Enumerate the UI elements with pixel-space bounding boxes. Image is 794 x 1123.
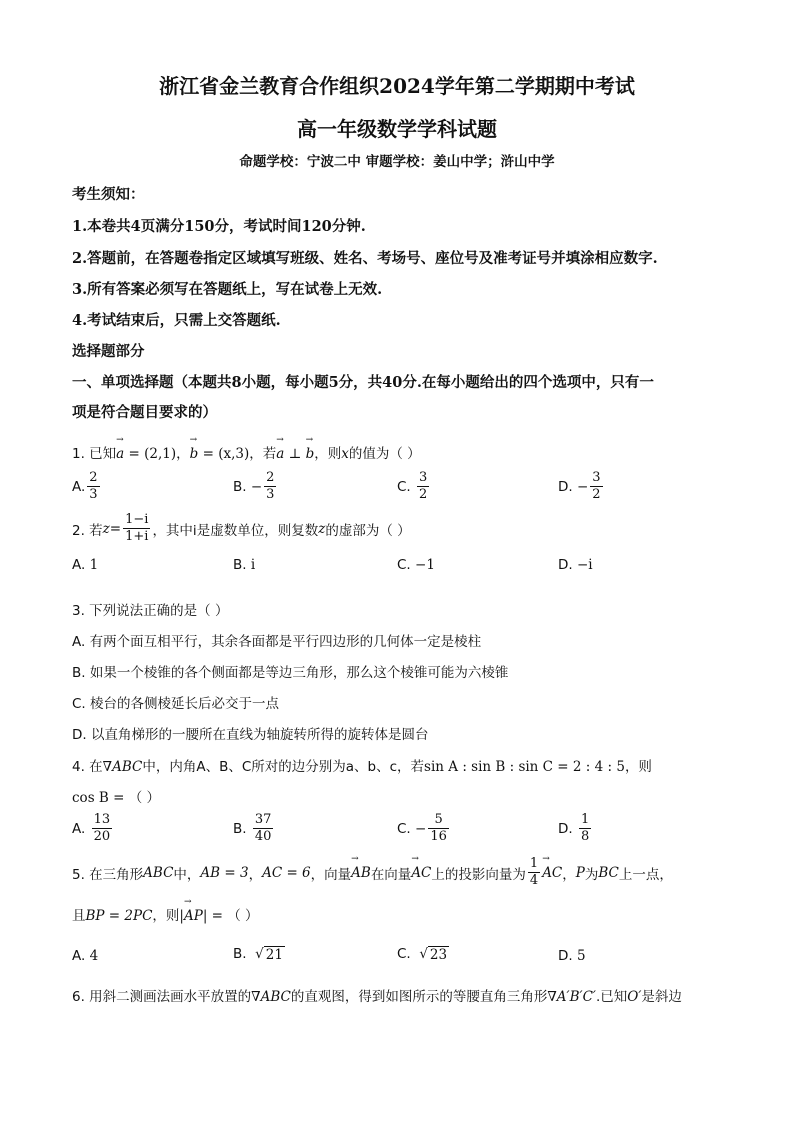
- fraction: [92, 812, 113, 845]
- option-value: −1: [415, 557, 435, 573]
- vector-b: → b: [190, 446, 199, 462]
- fraction: [123, 512, 150, 545]
- q4-text: ，则: [624, 759, 652, 775]
- option-label: C.: [397, 478, 411, 495]
- denominator: 4: [529, 873, 539, 888]
- q1-prefix: 1. 已知: [72, 446, 117, 462]
- option-label: D.: [558, 557, 573, 573]
- option-sign: −: [250, 478, 263, 495]
- abs-bar: |: [202, 908, 208, 924]
- vector-ap: → AP: [184, 908, 203, 924]
- numerator: 3: [419, 470, 428, 485]
- question-2-stem: [72, 512, 411, 545]
- q2-eq: =: [109, 520, 122, 537]
- triangle-abc: ABC: [143, 864, 174, 881]
- vector-b-again: → b: [306, 446, 315, 462]
- vector-a-value: = (2,1): [124, 446, 177, 462]
- option-value: 5: [576, 948, 586, 964]
- q5-text: 上一点，: [618, 866, 673, 883]
- bp-relation: BP = 2PC: [85, 908, 153, 924]
- q5-text: 在向量: [370, 866, 412, 883]
- vector-b-value: = (x,3): [198, 446, 250, 462]
- option-label: A.: [72, 478, 86, 495]
- option-label: A.: [72, 820, 86, 837]
- question-5-stem-line2: [72, 904, 259, 924]
- exam-title: 浙江省金兰教育合作组织2024学年第二学期期中考试: [159, 74, 635, 98]
- section-part: 选择题部分: [72, 343, 145, 360]
- denominator: 2: [592, 487, 601, 502]
- option-label: C.: [397, 946, 411, 962]
- perp-symbol: ⊥: [284, 446, 306, 462]
- q3-option-d: D. 以直角梯形的一腰所在直线为轴旋转所得的旋转体是圆台: [72, 727, 429, 743]
- vector-ac: → AC: [411, 865, 431, 881]
- q4-option-d: [558, 812, 593, 845]
- q1-sep: ，: [176, 446, 190, 462]
- q2-z: z: [102, 520, 110, 537]
- numerator: 1−i: [125, 512, 149, 527]
- option-value: 1: [89, 557, 99, 573]
- option-label: C.: [397, 820, 411, 837]
- q1-option-d: [558, 470, 605, 503]
- abs-bar: |: [179, 908, 184, 924]
- option-label: B.: [233, 557, 247, 573]
- q1-option-a: [72, 470, 102, 503]
- denominator: 3: [266, 487, 275, 502]
- q1-ask: ，则: [314, 446, 342, 462]
- q3-option-b: B. 如果一个棱锥的各个侧面都是等边三角形，那么这个棱锥可能为六棱锥: [72, 665, 509, 681]
- fraction: [590, 470, 602, 503]
- q5-text: 5. 在三角形: [72, 866, 144, 883]
- denominator: 8: [580, 829, 590, 844]
- q5-text: 中，: [173, 866, 201, 883]
- q5-text: 为: [584, 866, 599, 883]
- side-bc: BC: [598, 864, 619, 881]
- sine-ratio: sin A : sin B : sin C = 2 : 4 : 5: [424, 759, 625, 775]
- denominator: 40: [254, 829, 272, 844]
- option-label: C.: [397, 557, 411, 573]
- point-p: P: [575, 864, 585, 881]
- vector-a-again: → a: [276, 446, 284, 462]
- school-info: 命题学校：宁波二中 审题学校：姜山中学；浒山中学: [239, 154, 555, 170]
- q1-tail: 的值为（ ）: [348, 446, 421, 462]
- option-sign: −: [415, 820, 427, 837]
- q6-text: 6. 用斜二测画法画水平放置的: [72, 989, 252, 1005]
- question-3-stem: 3. 下列说法正确的是（ ）: [72, 603, 229, 619]
- sqrt-expression: √ 23: [419, 946, 448, 963]
- option-label: B.: [233, 820, 247, 837]
- q5-option-a: [72, 948, 98, 964]
- numerator: 2: [266, 470, 275, 485]
- numerator: 37: [254, 812, 272, 827]
- question-5-stem-line1: [72, 856, 673, 889]
- fraction: [87, 470, 99, 503]
- q2-option-d: [558, 557, 593, 573]
- q5-option-c: [397, 946, 449, 963]
- question-6-stem: [72, 985, 682, 1005]
- radicand: 23: [429, 947, 448, 963]
- option-value: 4: [89, 948, 99, 964]
- q5-option-d: [558, 948, 586, 964]
- radicand: 21: [265, 947, 283, 963]
- fraction: [528, 856, 540, 889]
- q3-option-c: C. 棱台的各侧棱延长后必交于一点: [72, 696, 280, 712]
- question-4-stem: [72, 755, 652, 775]
- option-label: A.: [72, 948, 86, 964]
- q3-option-a: A. 有两个面互相平行，其余各面都是平行四边形的几何体一定是棱柱: [72, 634, 482, 650]
- q5-text: ，: [248, 866, 263, 883]
- option-label: B.: [233, 478, 247, 495]
- vector-ab: → AB: [351, 865, 371, 881]
- notice-heading: 考生须知：: [72, 186, 145, 203]
- option-value: −i: [576, 557, 593, 573]
- fraction: [264, 470, 276, 503]
- denominator: 2: [419, 487, 428, 502]
- q6-text: .已知: [595, 989, 628, 1005]
- numerator: 1: [580, 812, 590, 827]
- q5-text: ，向量: [310, 866, 352, 883]
- triangle-abc: ∇ABC: [102, 759, 143, 775]
- notice-item-4: 4.考试结束后，只需上交答题纸.: [72, 312, 281, 329]
- fraction: [417, 470, 429, 503]
- q4-option-b: [233, 812, 275, 845]
- point-o-prime: O′: [627, 989, 642, 1005]
- option-value: i: [250, 557, 256, 573]
- q4-text: 中，内角A、B、C所对的边分别为a、b、c，若: [142, 759, 425, 775]
- notice-item-2: 2.答题前，在答题卷指定区域填写班级、姓名、考场号、座位号及准考证号并填涂相应数字.: [72, 250, 658, 267]
- triangle-abc-prime: ∇A′B′C′: [547, 989, 596, 1005]
- q2-mid: ，其中i是虚数单位，则复数: [152, 522, 319, 539]
- side-ab: AB = 3: [200, 864, 249, 881]
- numerator: 2: [89, 470, 98, 485]
- q2-prefix: 2. 若: [72, 522, 103, 539]
- q5-text: ，: [562, 866, 576, 883]
- option-label: B.: [233, 946, 247, 962]
- fraction: [428, 812, 449, 845]
- q1-option-c: [397, 470, 431, 503]
- q2-option-c: [397, 557, 435, 573]
- q5-text: ，则: [152, 908, 180, 924]
- q2-z-again: z: [318, 520, 326, 537]
- q5-text: 上的投影向量为: [431, 866, 526, 883]
- numerator: 5: [434, 812, 443, 827]
- denominator: 3: [89, 487, 98, 502]
- q1-option-b: [233, 470, 278, 503]
- notice-item-3: 3.所有答案必须写在答题纸上，写在试卷上无效.: [72, 281, 383, 298]
- denominator: 16: [430, 829, 447, 844]
- sqrt-expression: √ 21: [255, 946, 283, 963]
- q5-text: 且: [72, 908, 86, 924]
- q6-text: 的直观图，得到如图所示的等腰直角三角形: [290, 989, 548, 1005]
- side-ac: AC = 6: [262, 864, 311, 881]
- q1-x: x: [341, 446, 349, 462]
- numerator: 13: [93, 812, 111, 827]
- fraction: [579, 812, 591, 845]
- q4-option-c: [397, 812, 451, 845]
- triangle-abc: ∇ABC: [251, 989, 291, 1005]
- option-label: A.: [72, 557, 86, 573]
- exam-subtitle: 高一年级数学学科试题: [297, 117, 497, 141]
- section-heading-line1: 一、单项选择题（本题共8小题，每小题5分，共40分.在每小题给出的四个选项中，只有一: [72, 374, 654, 391]
- option-sign: −: [576, 478, 589, 495]
- q4-option-a: [72, 812, 114, 845]
- q2-option-a: [72, 557, 98, 573]
- option-label: D.: [558, 478, 573, 495]
- numerator: 1: [529, 856, 539, 871]
- question-1-stem: [72, 442, 421, 462]
- q5-text: = （ ）: [207, 908, 259, 924]
- q4-text: 4. 在: [72, 759, 103, 775]
- denominator: 20: [93, 829, 111, 844]
- q4-line2: cos B = （ ）: [72, 790, 161, 806]
- q1-cond: ，若: [249, 446, 277, 462]
- vector-a: → a: [116, 446, 124, 462]
- option-label: D.: [558, 948, 573, 964]
- q6-text: 是斜边: [641, 989, 682, 1005]
- denominator: 1+i: [125, 529, 149, 544]
- fraction: [253, 812, 274, 845]
- notice-item-1: 1.本卷共4页满分150分，考试时间120分钟.: [72, 218, 366, 235]
- vector-ac-projection: → AC: [542, 865, 562, 881]
- option-label: D.: [558, 820, 573, 837]
- q2-tail: 的虚部为（ ）: [325, 522, 411, 539]
- section-heading-line2: 项是符合题目要求的）: [72, 404, 217, 421]
- q2-option-b: [233, 557, 255, 573]
- numerator: 3: [592, 470, 601, 485]
- q5-option-b: [233, 946, 285, 963]
